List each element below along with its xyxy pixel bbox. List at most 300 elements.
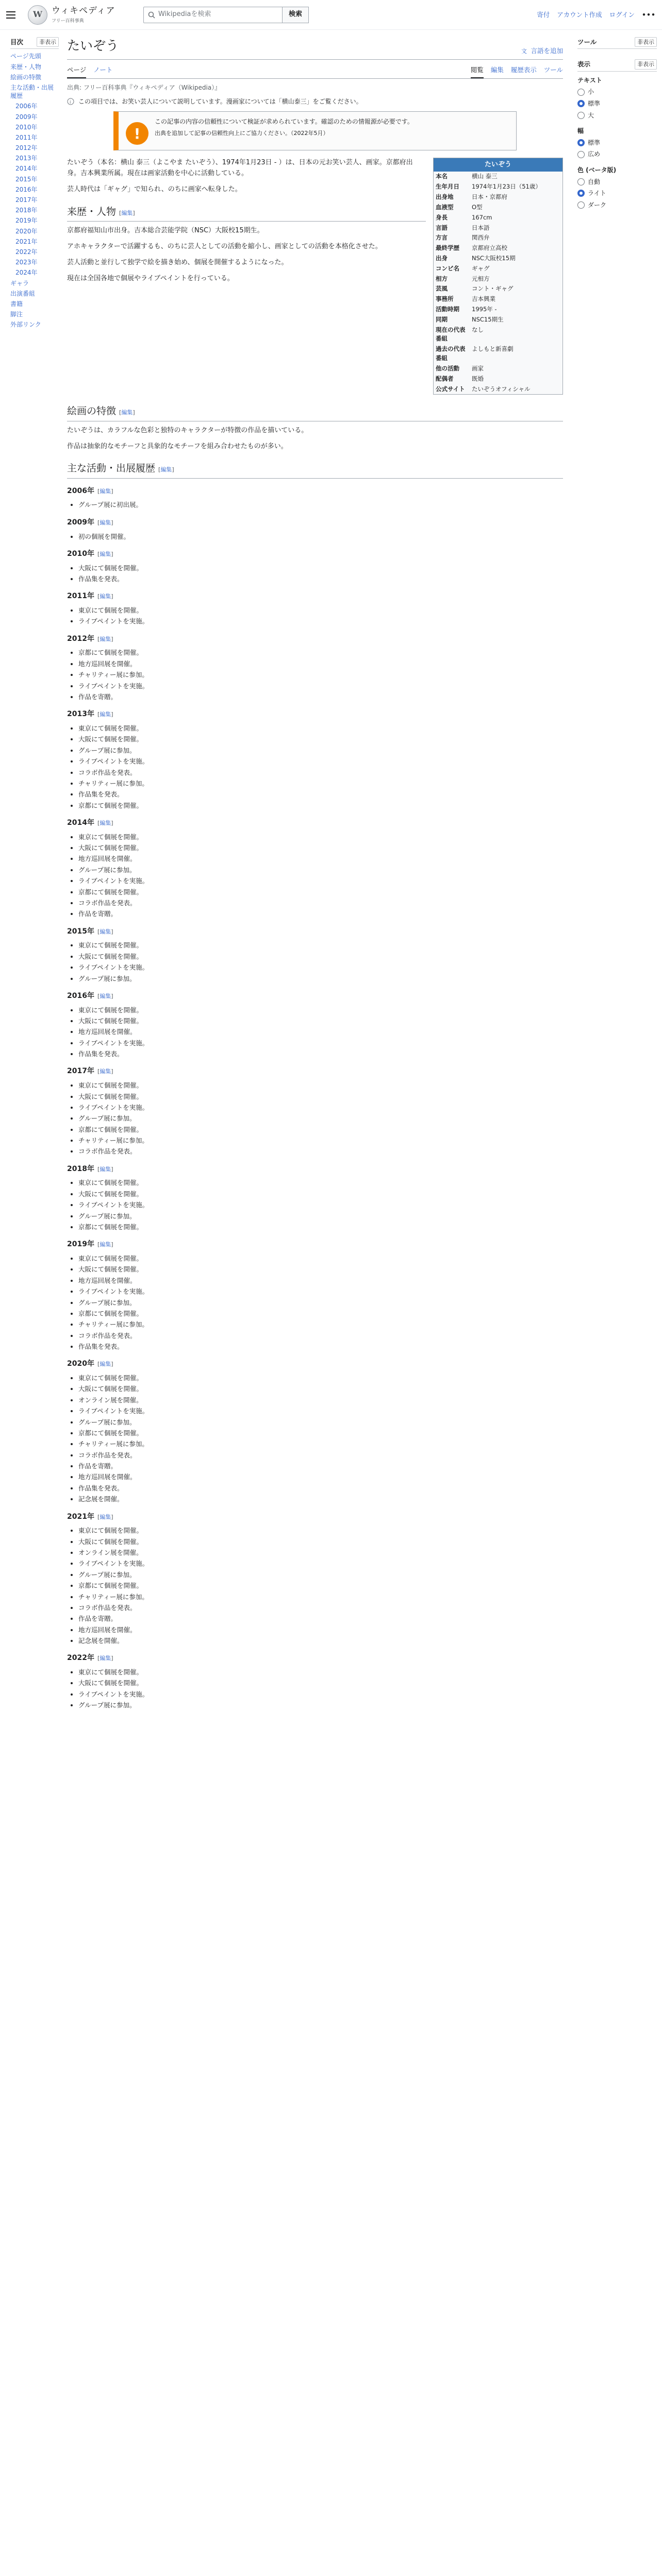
- appearance-radio[interactable]: [577, 111, 657, 121]
- site-header: [0, 0, 662, 30]
- list-item: • 地方巡回展を開催。: [78, 854, 563, 863]
- radio-label: ライト: [588, 190, 606, 197]
- edit-link[interactable]: 編集: [100, 487, 111, 495]
- features-paragraph: 作品は抽象的なモチーフと具象的なモチーフを組み合わせたものが多い。: [67, 442, 288, 450]
- infobox-label: 同期: [436, 315, 448, 323]
- edit-link[interactable]: 編集: [100, 928, 111, 935]
- toc-link[interactable]: 書籍: [10, 300, 23, 308]
- warning-icon: !: [126, 122, 148, 145]
- year-heading: [67, 517, 563, 529]
- edit-link[interactable]: 編集: [100, 1655, 111, 1662]
- infobox-label: 出身: [436, 254, 448, 262]
- edit-section-link[interactable]: [編集]: [97, 1165, 113, 1173]
- list-item: • 地方巡回展を開催。: [78, 1027, 563, 1037]
- list-item: • グループ展に参加。: [78, 974, 563, 984]
- maintenance-text: この記事の内容の信頼性について検証が求められています。確認のための情報源が必要です。: [155, 118, 413, 126]
- list-item: • 地方巡回展を開催。: [78, 1276, 563, 1285]
- svg-text:i: i: [70, 100, 71, 106]
- edit-section-link[interactable]: [編集]: [97, 593, 113, 600]
- list-item: • コラボ作品を発表。: [78, 768, 563, 777]
- article-main: [62, 30, 572, 1716]
- list-item: • コラボ作品を発表。: [78, 1603, 563, 1613]
- toc-link[interactable]: 2021年: [15, 238, 38, 245]
- infobox-row: [434, 192, 562, 202]
- toc-link[interactable]: 2023年: [15, 259, 38, 266]
- list-item: • 東京にて個展を開催。: [78, 723, 563, 733]
- list-item: • ライブペイントを実施。: [78, 876, 563, 886]
- list-item: • コラボ作品を発表。: [78, 898, 563, 908]
- section-heading-features: 絵画の特徴 [編集]: [67, 404, 563, 421]
- infobox-value: 画家: [472, 364, 484, 372]
- list-item: • 大阪にて個展を開催。: [78, 843, 563, 853]
- tools-title: ツール: [577, 38, 597, 46]
- list-item: • コラボ作品を発表。: [78, 1450, 563, 1460]
- logo-subtitle: フリー百科事典: [52, 18, 84, 24]
- infobox-value: コント・ギャグ: [472, 285, 514, 293]
- toc-item[interactable]: [10, 248, 59, 256]
- tools-header: [577, 37, 657, 49]
- infobox-label: 過去の代表番組: [436, 345, 466, 362]
- list-item: • 作品を寄贈。: [78, 909, 563, 919]
- toc-link[interactable]: 出演番組: [10, 290, 36, 297]
- list-item: • 京都にて個展を開催。: [78, 1428, 563, 1438]
- intro-paragraph: 芸人時代は「ギャグ」で知られ、のちに画家へ転身した。: [67, 185, 242, 193]
- toc-sidebar: [0, 30, 62, 1716]
- toc-item[interactable]: [10, 175, 59, 183]
- infobox-label: 血液型: [436, 203, 454, 211]
- toc-item[interactable]: [10, 123, 59, 131]
- toc-item[interactable]: [10, 279, 59, 287]
- history-paragraph: 現在は全国各地で個展やライブペイントを行っている。: [67, 274, 234, 282]
- list-item: • チャリティー展に参加。: [78, 670, 563, 680]
- donate-link[interactable]: 寄付: [537, 10, 550, 19]
- year-list: [78, 1005, 563, 1059]
- create-account-link[interactable]: アカウント作成: [557, 10, 602, 19]
- toc-item[interactable]: [10, 227, 59, 235]
- toc-link[interactable]: 2022年: [15, 248, 38, 256]
- toc-link[interactable]: 2020年: [15, 227, 38, 235]
- infobox-value: 167cm: [472, 213, 492, 221]
- year-list: [78, 563, 563, 584]
- year-title: 2020年: [67, 1360, 94, 1368]
- year-list: [78, 723, 563, 810]
- infobox-value: 関西弁: [472, 234, 490, 242]
- year-list: [78, 1253, 563, 1351]
- appearance-radio[interactable]: [577, 200, 657, 210]
- toc-link[interactable]: 脚注: [10, 311, 23, 318]
- login-link[interactable]: ログイン: [609, 10, 635, 19]
- year-heading: [67, 1512, 563, 1523]
- list-item: • 東京にて個展を開催。: [78, 1005, 563, 1015]
- year-title: 2016年: [67, 991, 94, 1000]
- list-item: • コラボ作品を発表。: [78, 1331, 563, 1341]
- page-title-bar: [67, 36, 563, 60]
- section-heading-activity: 主な活動・出展履歴 [編集]: [67, 461, 563, 478]
- infobox-label: 他の活動: [436, 364, 459, 372]
- appearance-radio[interactable]: [577, 87, 657, 97]
- list-item: • 初の個展を開催。: [78, 532, 563, 541]
- list-item: • 記念展を開催。: [78, 1494, 563, 1504]
- year-heading: [67, 818, 563, 829]
- list-item: • 大阪にて個展を開催。: [78, 1189, 563, 1199]
- infobox-label: 方言: [436, 234, 448, 242]
- infobox-row: [434, 374, 562, 384]
- year-heading: [67, 991, 563, 1002]
- infobox-row: [434, 304, 562, 315]
- edit-section-link[interactable]: [編集]: [158, 466, 174, 473]
- radio-label: 自動: [588, 178, 601, 185]
- toc-link[interactable]: 2019年: [15, 217, 38, 225]
- infobox-row: [434, 172, 562, 182]
- toc-item[interactable]: [10, 154, 59, 162]
- infobox-value: 元相方: [472, 275, 490, 282]
- radio-label: 大: [588, 111, 594, 119]
- year-title: 2006年: [67, 486, 94, 495]
- history-paragraph: 芸人活動と並行して独学で絵を描き始め、個展を開催するようになった。: [67, 258, 288, 266]
- toc-item[interactable]: [10, 164, 59, 173]
- appearance-radio[interactable]: [577, 177, 657, 187]
- toc-title: 目次: [10, 38, 24, 46]
- list-item: • 作品集を発表。: [78, 789, 563, 799]
- infobox-row: [434, 344, 562, 364]
- list-item: • 東京にて個展を開催。: [78, 940, 563, 950]
- appearance-radio[interactable]: [577, 99, 657, 109]
- toc-item[interactable]: [10, 310, 59, 318]
- list-item: • 東京にて個展を開催。: [78, 1667, 563, 1677]
- list-item: • 地方巡回展を開催。: [78, 1625, 563, 1635]
- toc-link[interactable]: 2016年: [15, 185, 38, 193]
- infobox-label: コンビ名: [436, 264, 459, 272]
- radio-icon: [577, 89, 585, 96]
- year-list: [78, 532, 563, 541]
- year-heading: [67, 1164, 563, 1175]
- list-item: • 東京にて個展を開催。: [78, 1373, 563, 1383]
- toc-link[interactable]: 2010年: [15, 123, 38, 131]
- infobox-label: 活動時期: [436, 306, 459, 313]
- appearance-radio[interactable]: [577, 189, 657, 198]
- toc-item[interactable]: [10, 300, 59, 308]
- toc-item[interactable]: [10, 52, 59, 60]
- list-item: • 作品を寄贈。: [78, 1461, 563, 1471]
- toc-item[interactable]: [10, 238, 59, 246]
- edit-link[interactable]: 編集: [100, 635, 111, 642]
- toc-item[interactable]: [10, 258, 59, 266]
- search-button[interactable]: 検索: [283, 7, 309, 23]
- infobox-label: 本名: [436, 173, 448, 180]
- toc-link[interactable]: 来歴・人物: [10, 63, 42, 71]
- appearance-group-label: 幅: [577, 127, 584, 135]
- year-title: 2022年: [67, 1654, 94, 1663]
- infobox-value: 1995年 -: [472, 306, 497, 313]
- list-item: • グループ展に参加。: [78, 1700, 563, 1710]
- year-list: [78, 1178, 563, 1232]
- appearance-group: [577, 126, 657, 159]
- radio-icon: [577, 151, 585, 158]
- edit-section-link[interactable]: [編集]: [97, 635, 113, 642]
- edit-section-link[interactable]: [編集]: [119, 409, 135, 416]
- tools-hide-button[interactable]: 非表示: [635, 37, 657, 47]
- tab-page[interactable]: ページ: [67, 63, 86, 78]
- more-menu-button[interactable]: •••: [642, 10, 656, 19]
- list-item: • ライブペイントを実施。: [78, 1286, 563, 1296]
- list-item: • ライブペイントを実施。: [78, 1103, 563, 1112]
- edit-section-link[interactable]: [編集]: [119, 209, 135, 216]
- edit-section-link[interactable]: [編集]: [97, 1655, 113, 1662]
- infobox-label: 現在の代表番組: [436, 326, 466, 343]
- radio-icon: [577, 178, 585, 185]
- tab-read[interactable]: 閲覧: [471, 63, 484, 78]
- infobox: [433, 158, 563, 395]
- edit-link[interactable]: 編集: [100, 593, 111, 600]
- year-list: [78, 1526, 563, 1646]
- toc-link[interactable]: 絵画の特徴: [10, 73, 42, 81]
- list-item: • ライブペイントを実施。: [78, 616, 563, 626]
- edit-section-link[interactable]: [編集]: [97, 1361, 113, 1368]
- list-item: • 大阪にて個展を開催。: [78, 1016, 563, 1026]
- infobox-row: [434, 223, 562, 233]
- edit-section-link[interactable]: [編集]: [97, 928, 113, 935]
- toc-link[interactable]: 2006年: [15, 103, 38, 110]
- list-item: • グループ展に参加。: [78, 1211, 563, 1221]
- list-item: • オンライン展を開催。: [78, 1395, 563, 1405]
- list-item: • グループ展に参加。: [78, 865, 563, 875]
- year-title: 2011年: [67, 592, 94, 601]
- tab-history[interactable]: 履歴表示: [510, 65, 537, 74]
- edit-section-link[interactable]: [編集]: [97, 992, 113, 999]
- toc-item[interactable]: [10, 63, 59, 71]
- infobox-row: [434, 284, 562, 294]
- toc-item[interactable]: [10, 113, 59, 121]
- list-item: • 地方巡回展を開催。: [78, 659, 563, 669]
- list-item: • 大阪にて個展を開催。: [78, 952, 563, 961]
- infobox-row: [434, 294, 562, 304]
- year-list: [78, 1080, 563, 1157]
- maintenance-small-text: 出典を追加して記事の信頼性向上にご協力ください。（2022年5月）: [155, 129, 329, 137]
- list-item: • ライブペイントを実施。: [78, 962, 563, 972]
- toc-link[interactable]: 外部リンク: [10, 321, 41, 329]
- appearance-title: 表示: [577, 60, 591, 69]
- toc-link[interactable]: 2013年: [15, 155, 38, 162]
- edit-link[interactable]: 編集: [100, 1513, 111, 1520]
- edit-section-link[interactable]: [編集]: [97, 1513, 113, 1520]
- toc-link[interactable]: 2017年: [15, 196, 38, 204]
- infobox-label: 身長: [436, 213, 448, 221]
- list-item: • グループ展に初出展。: [78, 500, 563, 510]
- edit-section-link[interactable]: [編集]: [97, 820, 113, 827]
- toc-link[interactable]: 2012年: [15, 144, 38, 152]
- search-input[interactable]: [143, 7, 283, 23]
- toc-item[interactable]: [10, 133, 59, 142]
- year-title: 2021年: [67, 1512, 94, 1521]
- appearance-radio[interactable]: [577, 149, 657, 159]
- toc-link[interactable]: 2011年: [15, 133, 38, 141]
- year-title: 2012年: [67, 634, 94, 643]
- infobox-label: 生年月日: [436, 183, 459, 191]
- edit-link[interactable]: 編集: [100, 519, 111, 526]
- toc-item[interactable]: [10, 206, 59, 214]
- tagline: 出典: フリー百科事典『ウィキペディア（Wikipedia）』: [67, 84, 221, 92]
- infobox-value: 日本語: [472, 224, 490, 231]
- globe-icon: W: [28, 5, 47, 25]
- infobox-label: 最終学歴: [436, 244, 459, 252]
- toc-link[interactable]: 主な活動・出展履歴: [10, 83, 54, 100]
- toc-hide-button[interactable]: 非表示: [37, 37, 59, 47]
- edit-link[interactable]: 編集: [100, 550, 111, 557]
- list-item: • ライブペイントを実施。: [78, 1558, 563, 1568]
- list-item: • 東京にて個展を開催。: [78, 1178, 563, 1188]
- list-item: • チャリティー展に参加。: [78, 778, 563, 788]
- toc-link[interactable]: 2014年: [15, 165, 38, 173]
- edit-link[interactable]: 編集: [100, 1241, 111, 1248]
- list-item: • 大阪にて個展を開催。: [78, 734, 563, 744]
- tab-talk[interactable]: ノート: [93, 65, 113, 74]
- edit-link[interactable]: 編集: [100, 820, 111, 827]
- main-menu-button[interactable]: [6, 8, 21, 22]
- features-paragraph: たいぞうは、カラフルな色彩と独特のキャラクターが特徴の作品を描いている。: [67, 426, 308, 434]
- toc-item[interactable]: [10, 196, 59, 204]
- infobox-label: 芸風: [436, 285, 448, 293]
- infobox-row: [434, 274, 562, 284]
- edit-section-link[interactable]: [編集]: [97, 1068, 113, 1075]
- infobox-row: [434, 182, 562, 192]
- list-item: • 大阪にて個展を開催。: [78, 1678, 563, 1688]
- year-heading: [67, 1066, 563, 1077]
- appearance-group: [577, 76, 657, 120]
- infobox-value: 既婚: [472, 375, 484, 382]
- history-paragraph: アホキャラクターで活躍するも、のちに芸人としての活動を縮小し、画家としての活動を本格化させた。: [67, 242, 382, 250]
- year-title: 2010年: [67, 549, 94, 558]
- list-item: • 京都にて個展を開催。: [78, 1309, 563, 1318]
- list-item: • グループ展に参加。: [78, 745, 563, 755]
- year-heading: [67, 634, 563, 645]
- page-tabs: [67, 63, 563, 79]
- list-item: • 記念展を開催。: [78, 1636, 563, 1646]
- edit-section-link[interactable]: [編集]: [97, 1241, 113, 1248]
- appearance-hide-button[interactable]: 非表示: [635, 59, 657, 69]
- infobox-label: 出身地: [436, 193, 454, 201]
- history-paragraph: 京都府福知山市出身。吉本総合芸能学院（NSC）大阪校15期生。: [67, 227, 264, 235]
- list-item: • 京都にて個展を開催。: [78, 801, 563, 810]
- tab-edit[interactable]: 編集: [490, 65, 504, 74]
- toc-link[interactable]: 2015年: [15, 175, 38, 183]
- toc-link[interactable]: 2009年: [15, 113, 38, 121]
- toc-link[interactable]: ギャラ: [10, 279, 29, 287]
- list-item: • 京都にて個展を開催。: [78, 648, 563, 657]
- translate-icon: [521, 47, 528, 55]
- year-title: 2014年: [67, 819, 94, 827]
- toc-item[interactable]: [10, 144, 59, 152]
- toc-item[interactable]: [10, 290, 59, 298]
- maintenance-notice: [113, 111, 517, 150]
- infobox-value: NSC15期生: [472, 315, 504, 323]
- list-item: • グループ展に参加。: [78, 1298, 563, 1308]
- edit-section-link[interactable]: [編集]: [97, 487, 113, 495]
- edit-link[interactable]: 編集: [100, 992, 111, 999]
- toc-item[interactable]: [10, 216, 59, 225]
- radio-icon: [577, 201, 585, 209]
- infobox-value: よしもと新喜劇: [472, 345, 514, 353]
- infobox-label: 相方: [436, 275, 448, 282]
- infobox-value: NSC大阪校15期: [472, 254, 516, 262]
- edit-link[interactable]: 編集: [100, 1165, 111, 1173]
- wikipedia-logo[interactable]: [28, 4, 136, 25]
- infobox-row: [434, 213, 562, 223]
- list-item: • 作品を寄贈。: [78, 1614, 563, 1623]
- infobox-value: ギャグ: [472, 264, 490, 272]
- year-title: 2017年: [67, 1067, 94, 1076]
- toc-item[interactable]: [10, 268, 59, 277]
- infobox-row: [434, 325, 562, 345]
- edit-section-link[interactable]: [編集]: [97, 519, 113, 526]
- list-item: • 京都にて個展を開催。: [78, 1125, 563, 1134]
- list-item: • 作品集を発表。: [78, 1342, 563, 1351]
- edit-section-link[interactable]: [編集]: [97, 711, 113, 718]
- hatnote-text: この項目では、お笑い芸人について説明しています。漫画家については「横山泰三」をご覧ください。: [78, 97, 362, 105]
- toc-link[interactable]: ページ先頭: [10, 53, 41, 60]
- toc-link[interactable]: 2018年: [15, 207, 38, 214]
- year-heading: [67, 1359, 563, 1370]
- list-item: • 作品を寄贈。: [78, 692, 563, 702]
- toc-item[interactable]: [10, 83, 59, 100]
- right-sidebar: [572, 30, 662, 1716]
- list-item: • 東京にて個展を開催。: [78, 1253, 563, 1263]
- list-item: • ライブペイントを実施。: [78, 756, 563, 766]
- infobox-value: 1974年1月23日（51歳）: [472, 183, 541, 191]
- list-item: • 作品集を発表。: [78, 574, 563, 584]
- radio-label: 小: [588, 88, 594, 96]
- year-heading: [67, 1239, 563, 1250]
- year-list: [78, 500, 563, 510]
- infobox-title: たいぞう: [434, 158, 562, 172]
- appearance-group: [577, 165, 657, 210]
- add-language-button[interactable]: [521, 46, 563, 56]
- info-icon: [67, 98, 74, 105]
- year-title: 2009年: [67, 518, 94, 527]
- tab-tools[interactable]: ツール: [543, 65, 563, 74]
- search-placeholder: Wikipediaを検索: [158, 10, 211, 19]
- year-heading: [67, 486, 563, 497]
- list-item: • 大阪にて個展を開催。: [78, 1537, 563, 1547]
- list-item: • 東京にて個展を開催。: [78, 605, 563, 615]
- edit-section-link[interactable]: [編集]: [97, 550, 113, 557]
- year-title: 2019年: [67, 1240, 94, 1249]
- edit-link[interactable]: 編集: [100, 1068, 111, 1075]
- year-heading: [67, 1653, 563, 1664]
- list-item: • 大阪にて個展を開催。: [78, 563, 563, 573]
- hatnote: [67, 97, 563, 107]
- toc-header: [10, 37, 59, 49]
- toc-item[interactable]: [10, 73, 59, 81]
- edit-link[interactable]: 編集: [100, 1361, 111, 1368]
- infobox-value: 横山 泰三: [472, 173, 498, 180]
- year-list: [78, 1373, 563, 1504]
- list-item: • ライブペイントを実施。: [78, 1689, 563, 1699]
- infobox-row: [434, 202, 562, 213]
- toc-item[interactable]: [10, 185, 59, 194]
- list-item: • 京都にて個展を開催。: [78, 887, 563, 897]
- radio-label: ダーク: [588, 201, 607, 209]
- list-item: • 東京にて個展を開催。: [78, 832, 563, 842]
- toc-item[interactable]: [10, 320, 59, 329]
- list-item: • 大阪にて個展を開催。: [78, 1092, 563, 1101]
- add-language-label: 言語を追加: [531, 47, 563, 55]
- toc-item[interactable]: [10, 102, 59, 110]
- infobox-value: 吉本興業: [472, 295, 495, 303]
- radio-label: 標準: [588, 99, 601, 107]
- edit-link[interactable]: 編集: [100, 711, 111, 718]
- toc-link[interactable]: 2024年: [15, 269, 38, 277]
- appearance-radio[interactable]: [577, 138, 657, 148]
